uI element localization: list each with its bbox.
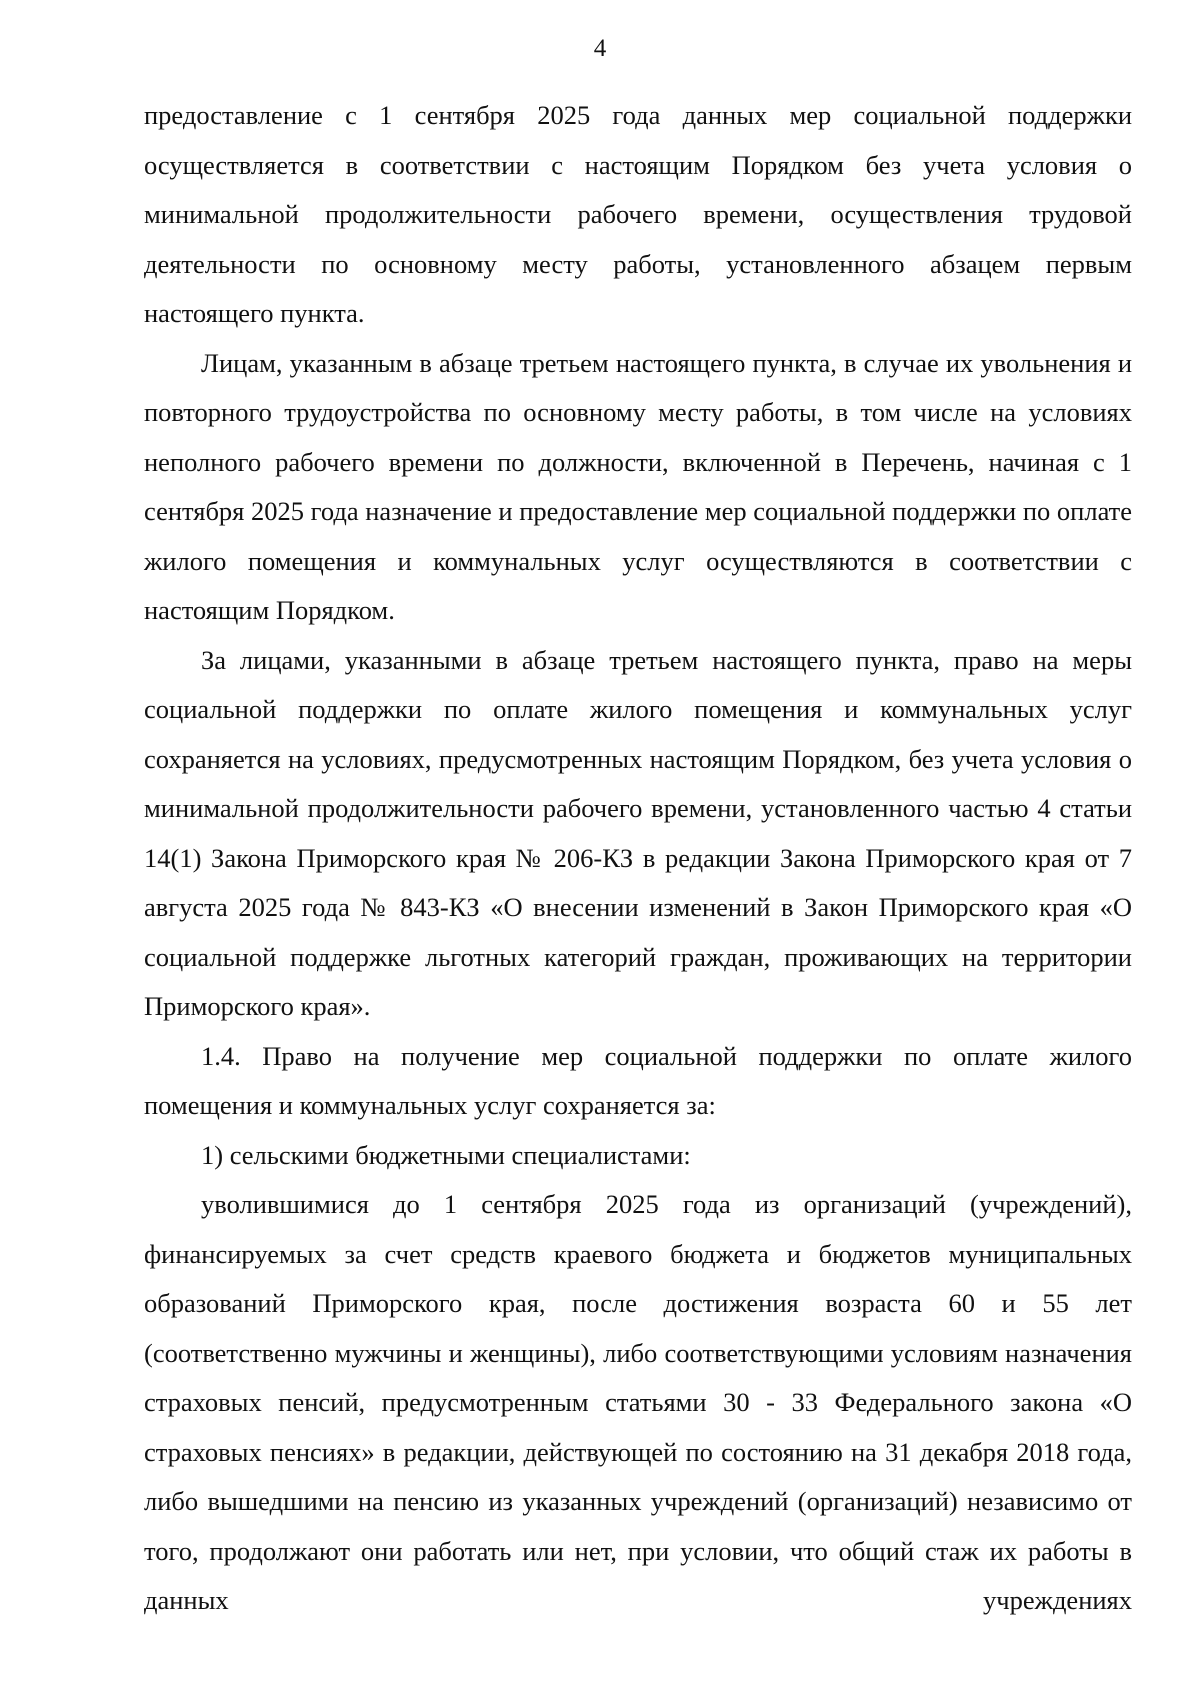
document-body [144, 91, 1132, 1626]
paragraph-list-item-1: 1) сельскими бюджетными специалистами: [201, 1139, 691, 1170]
paragraph: За лицами, указанными в абзаце третьем настоящего пункта, право на меры социальной поддержки по оплате жилого помещения и коммунальных услуг сохраняется на условиях, предусмотренных настоящим Порядком, без учета условия о минимальной продолжительности рабочего времени, установленного частью 4 статьи 14(1) Закона Приморского края № 206-КЗ в редакции Закона Приморского края от 7 августа 2025 года № 843-КЗ «О внесении изменений в Закон Приморского края «О социальной поддержке льготных категорий граждан, проживающих на территории Приморского края». [144, 644, 1132, 1021]
paragraph-continuation: предоставление с 1 сентября 2025 года данных мер социальной поддержки осуществляется в соответствии с настоящим Порядком без учета условия о минимальной продолжительности рабочего времени, осуществления трудовой деятельности по основному месту работы, установленного абзацем первым настоящего пункта. [144, 100, 1132, 328]
paragraph: уволившимися до 1 сентября 2025 года из организаций (учреждений), финансируемых за счет средств краевого бюджета и бюджетов муниципальных образований Приморского края, после достижения возраста 60 и 55 лет (соответственно мужчины и женщины), либо соответствующими условиям назначения страховых пенсий, предусмотренным статьями 30 - 33 Федерального закона «О страховых пенсиях» в редакции, действующей по состоянию на 31 декабря 2018 года, либо вышедшими на пенсию из указанных учреждений (организаций) независимо от того, продолжают они работать или нет, при условии, что общий стаж их работы в данных учреждениях [144, 1189, 1132, 1615]
paragraph: Лицам, указанным в абзаце третьем настоящего пункта, в случае их увольнения и повторного трудоустройства по основному месту работы, в том числе на условиях неполного рабочего времени по должности, включенной в Перечень, начиная с 1 сентября 2025 года назначение и предоставление мер социальной поддержки по оплате жилого помещения и коммунальных услуг осуществляются в соответствии с настоящим Порядком. [144, 347, 1132, 625]
page-number: 4 [593, 35, 607, 62]
paragraph-section-1-4: 1.4. Право на получение мер социальной поддержки по оплате жилого помещения и коммунальных услуг сохраняется за: [144, 1040, 1132, 1120]
